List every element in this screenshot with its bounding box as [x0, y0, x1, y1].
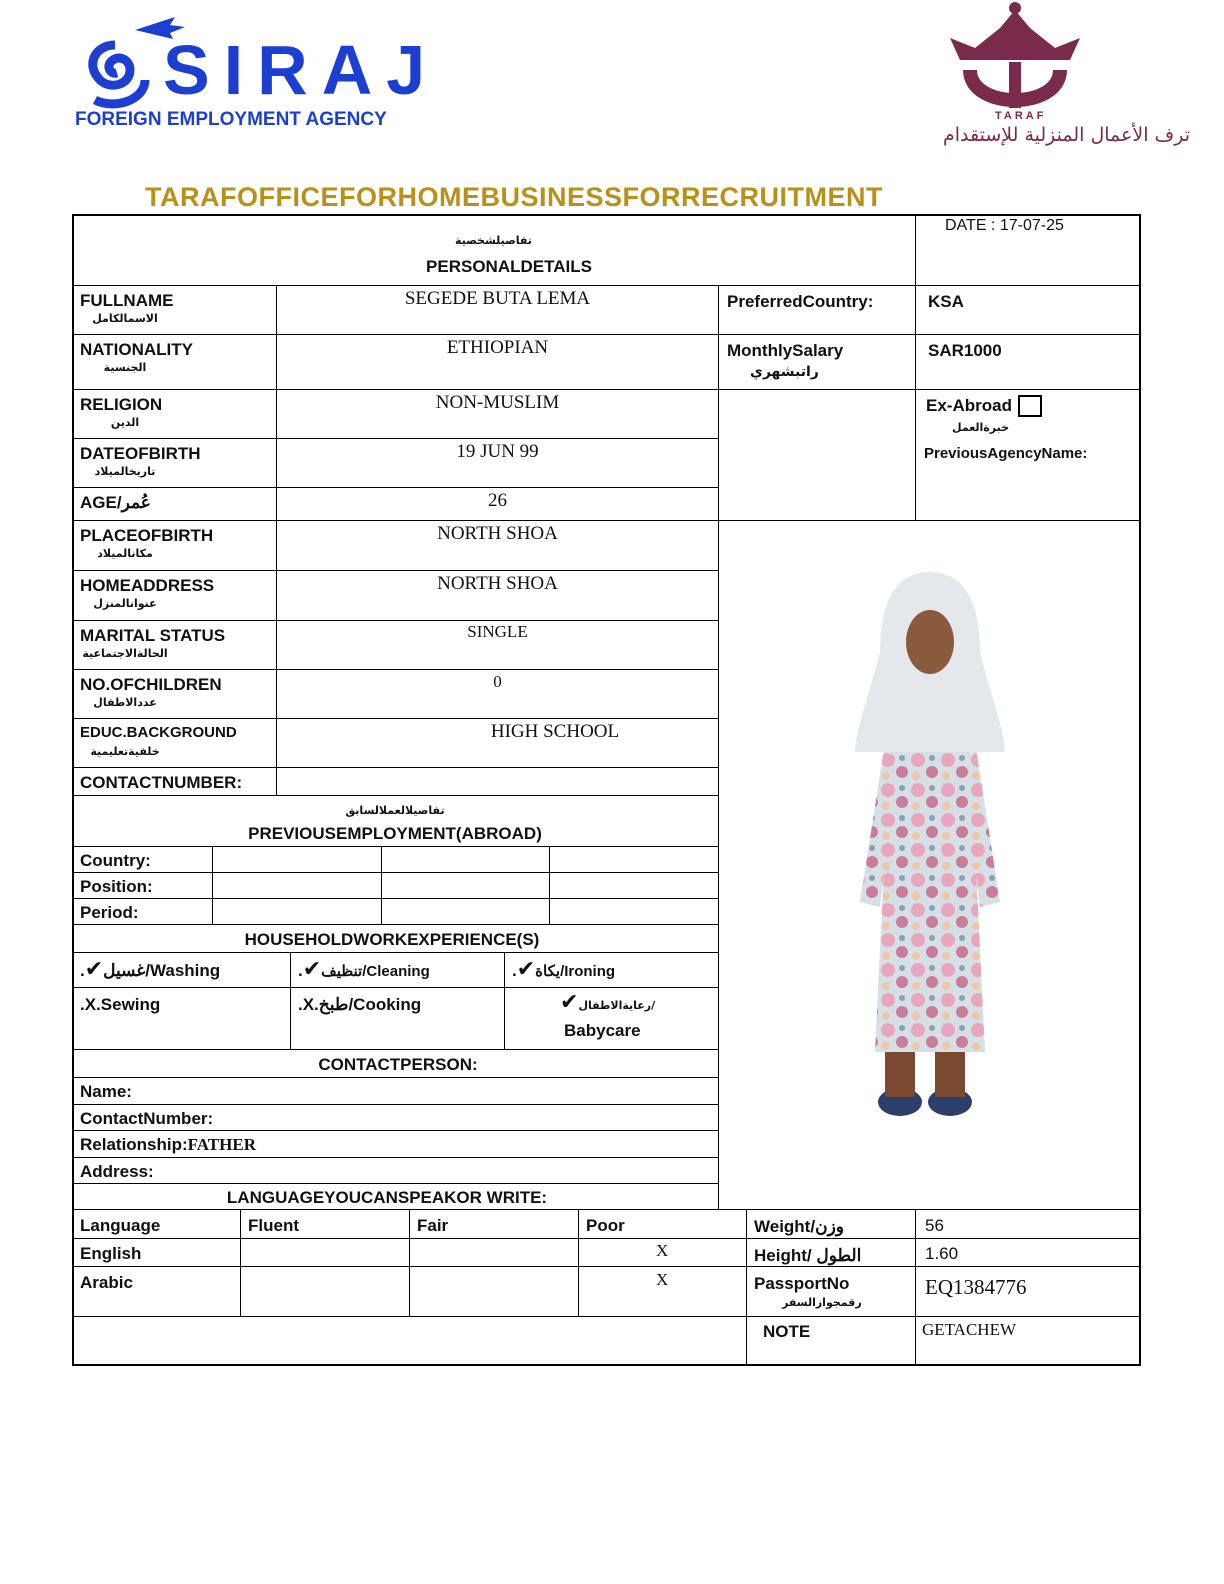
prev-period-label: Period: [80, 903, 139, 922]
note-label: NOTE [763, 1322, 811, 1341]
monthly-salary-label: MonthlySalary [727, 341, 844, 360]
babycare-check-icon: ✔ [560, 990, 579, 1015]
lang-english-poor-mark: X [656, 1241, 669, 1260]
height-label: Height/ الطول [754, 1246, 862, 1265]
cleaning-item: .✔تنظيف/Cleaning [298, 957, 430, 982]
sewing-item: .X.Sewing [80, 995, 161, 1014]
personal-label: EDUC.BACKGROUND [80, 724, 237, 741]
personal-label: NO.OFCHILDREN [80, 675, 222, 694]
personal-label-ar: عنوانالمنزل [93, 597, 157, 610]
personal-value: 26 [488, 490, 507, 511]
babycare-ar: رعايةالاطفال/ [578, 999, 656, 1012]
personal-label: MARITAL STATUS [80, 626, 226, 645]
personal-label: RELIGION [80, 395, 163, 414]
washing-check-icon: ✔ [84, 957, 104, 982]
language-heading: LANGUAGEYOUCANSPEAKOR WRITE: [226, 1188, 548, 1207]
siraj-logo [75, 5, 440, 135]
personal-label-ar: الاسمالكامل [92, 312, 158, 325]
date-field: DATE : 17-07-25 [945, 217, 1064, 234]
babycare-label: Babycare [564, 1021, 641, 1040]
personal-value: ETHIOPIAN [446, 337, 549, 358]
prev-employment-ar: تفاصيلالعملالسابق [345, 804, 445, 817]
personal-label-ar: الدين [110, 416, 140, 429]
lang-arabic-poor-mark: X [656, 1270, 669, 1289]
passport-ar: رقمجوازالسفر [782, 1296, 862, 1309]
personal-label: DATEOFBIRTH [80, 444, 201, 463]
taraf-name: TARAF [995, 110, 1047, 122]
personal-details-heading: PERSONALDETAILS [426, 257, 592, 276]
weight-label: Weight/وزن [754, 1217, 844, 1236]
ex-abroad-checkbox[interactable] [1018, 395, 1042, 417]
weight-value: 56 [925, 1216, 944, 1235]
ex-abroad-label: Ex-Abroad [926, 396, 1012, 415]
prev-position-label: Position: [80, 877, 153, 896]
washing-label: غسيل/Washing [103, 961, 221, 980]
household-heading: HOUSEHOLDWORKEXPERIENCE(S) [244, 930, 540, 949]
crown-icon [930, 0, 1100, 120]
lang-header-poor: Poor [586, 1216, 625, 1235]
personal-label: CONTACTNUMBER: [80, 773, 243, 792]
personal-value: NORTH SHOA [437, 573, 558, 594]
personal-label-ar: الجنسية [103, 361, 147, 374]
lang-english: English [80, 1244, 142, 1263]
personal-value: SINGLE [467, 622, 528, 641]
personal-value: NORTH SHOA [437, 523, 558, 544]
passport-value: EQ1384776 [925, 1275, 1027, 1299]
taraf-arabic-name: ترف الأعمال المنزلية للإستقدام [943, 124, 1190, 146]
applicant-photo-figure [850, 572, 1010, 1122]
personal-value: NON-MUSLIM [435, 392, 560, 413]
personal-value: 19 JUN 99 [456, 441, 539, 462]
cleaning-label: تنظيف/Cleaning [321, 963, 430, 980]
note-value: GETACHEW [922, 1320, 1017, 1339]
contact-number-label: ContactNumber: [80, 1109, 214, 1128]
prev-country-label: Country: [80, 851, 151, 870]
monthly-salary-value: SAR1000 [928, 341, 1002, 360]
personal-label: AGE/عُمر [80, 493, 151, 512]
relationship-label: Relationship: [80, 1135, 188, 1154]
personal-label-ar: عددالاطفال [93, 696, 157, 709]
ex-abroad-ar: خبرةالعمل [952, 421, 1010, 434]
monthly-salary-ar: راتبشهري [750, 364, 819, 380]
prev-employment-heading: PREVIOUSEMPLOYMENT(ABROAD) [248, 824, 542, 843]
passport-label: PassportNo [754, 1274, 850, 1293]
height-value: 1.60 [925, 1244, 959, 1263]
cleaning-check-icon: ✔ [302, 957, 322, 982]
ironing-item: .✔يكاة/Ironing [512, 957, 616, 982]
contact-person-heading: CONTACTPERSON: [318, 1055, 478, 1074]
applicant-photo [850, 572, 1010, 1122]
lang-header-fair: Fair [417, 1216, 449, 1235]
lang-arabic: Arabic [80, 1273, 133, 1292]
personal-value: SEGEDE BUTA LEMA [404, 288, 591, 309]
contact-name-label: Name: [80, 1082, 132, 1101]
personal-label-ar: تاريخالميلاد [94, 465, 156, 478]
personal-label-ar: مكانالميلاد [97, 547, 153, 560]
personal-label-ar: الحالةالاجتماعية [82, 647, 168, 660]
ironing-check-icon: ✔ [516, 957, 536, 982]
personal-label: FULLNAME [80, 291, 174, 310]
cooking-item: .X.طبخ/Cooking [298, 995, 422, 1014]
address-label: Address: [80, 1162, 154, 1181]
preferred-country-label: PreferredCountry: [727, 292, 874, 311]
personal-details-ar: تفاصيلشخصية [455, 234, 532, 247]
taraf-logo [830, 0, 1200, 160]
ironing-label: يكاة/Ironing [535, 963, 616, 980]
previous-agency-label: PreviousAgencyName: [924, 445, 1088, 462]
personal-label: HOMEADDRESS [80, 576, 215, 595]
personal-label-ar: خلفيةتعليمية [90, 745, 160, 758]
personal-value: 0 [493, 672, 502, 691]
siraj-name: SIRAJ [163, 31, 440, 109]
washing-item: .✔غسيل/Washing [80, 957, 221, 982]
personal-label: NATIONALITY [80, 340, 194, 359]
lang-header-fluent: Fluent [248, 1216, 299, 1235]
personal-label: PLACEOFBIRTH [80, 526, 214, 545]
relationship-value: FATHER [187, 1135, 256, 1154]
relationship-row [80, 1135, 256, 1155]
lang-header-language: Language [80, 1216, 161, 1235]
siraj-subtitle: FOREIGN EMPLOYMENT AGENCY [75, 109, 387, 130]
page-title: TARAFOFFICEFORHOMEBUSINESSFORRECRUITMENT [145, 182, 883, 212]
preferred-country-value: KSA [928, 292, 964, 311]
personal-value: HIGH SCHOOL [490, 721, 620, 742]
babycare-item [560, 990, 655, 1015]
